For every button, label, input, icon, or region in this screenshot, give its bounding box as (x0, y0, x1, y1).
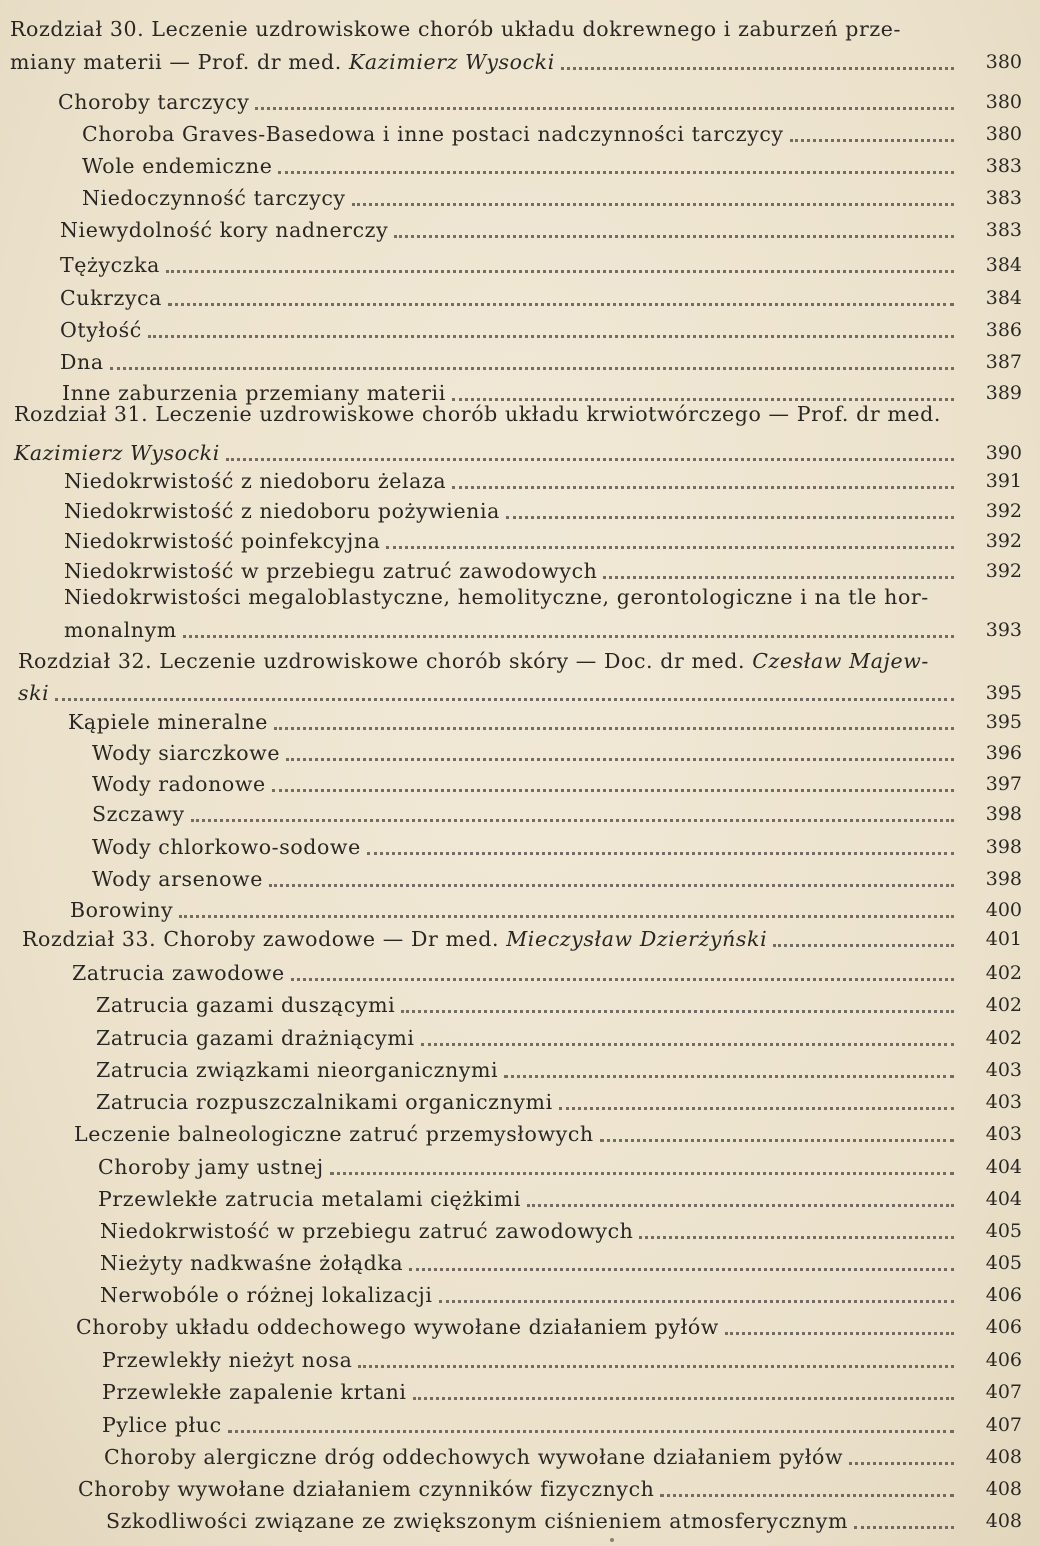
dot-leader (849, 1460, 954, 1465)
toc-entry-text: miany materii — Prof. dr med. (10, 50, 349, 74)
toc-entry (0, 578, 1040, 610)
toc-entry-title (0, 771, 266, 797)
toc-entry-title (0, 89, 249, 115)
toc-entry-title (0, 252, 160, 278)
dot-leader (401, 1008, 954, 1013)
toc-entry-text: Niedokrwistość w przebiegu zatruć zawodowych (64, 559, 598, 583)
page-number: 383 (985, 187, 1022, 209)
page-number: 402 (985, 1027, 1022, 1049)
page-number: 401 (985, 928, 1022, 950)
dot-leader (600, 1137, 954, 1142)
toc-entry-title (0, 185, 346, 211)
toc-entry-text: Kąpiele mineralne (68, 710, 268, 734)
toc-entry (0, 1180, 1040, 1212)
dot-leader (148, 333, 954, 338)
toc-entry (0, 703, 1040, 735)
page-number: 391 (985, 470, 1022, 492)
dot-leader (790, 137, 954, 142)
toc-entry-title (0, 401, 1040, 427)
toc-entry-text: Szkodliwości związane ze zwiększonym ciśnieniem atmosferycznym (106, 1509, 848, 1533)
toc-entry (0, 1148, 1040, 1180)
page-number: 402 (985, 994, 1022, 1016)
toc-entry (0, 10, 1040, 42)
toc-entry-title (0, 49, 555, 75)
page-number: 393 (985, 619, 1022, 641)
toc-entry-text: Szczawy (92, 802, 185, 826)
toc-entry-text: Otyłość (60, 318, 142, 342)
toc-entry-title (0, 153, 272, 179)
page-number: 400 (985, 899, 1022, 921)
toc-entry-title (0, 317, 142, 343)
toc-entry-text: Choroby wywołane działaniem czynników fizycznych (78, 1477, 655, 1501)
toc-entry (0, 147, 1040, 179)
toc-entry-title (0, 648, 1040, 674)
toc-entry-title (0, 1154, 324, 1180)
toc-entry (0, 1083, 1040, 1115)
dot-leader (367, 850, 954, 855)
toc-entry-title (0, 349, 104, 375)
dot-leader (421, 1041, 954, 1046)
toc-entry-text: Choroby układu oddechowego wywołane działaniem pyłów (76, 1315, 719, 1339)
dot-leader (439, 1298, 954, 1303)
dot-leader (191, 817, 954, 822)
page-number: 380 (985, 91, 1022, 113)
toc-entry (0, 522, 1040, 554)
toc-entry (0, 211, 1040, 243)
toc-entry (0, 462, 1040, 494)
page-number: 407 (985, 1414, 1022, 1436)
toc-entry (0, 343, 1040, 375)
page-number: 380 (985, 123, 1022, 145)
toc-entry-text: Niedokrwistość poinfekcyjna (64, 529, 381, 553)
toc-entry (0, 43, 1040, 75)
toc-entry-text: Wole endemiczne (82, 154, 273, 178)
toc-entry (0, 765, 1040, 797)
toc-entry-title (0, 16, 1040, 42)
page-number: 395 (985, 682, 1022, 704)
dot-leader (179, 913, 954, 918)
toc-entry (0, 828, 1040, 860)
paper-speck (610, 1538, 614, 1542)
toc-entry-author: Mieczysław Dzierżyński (506, 927, 768, 951)
page-number: 406 (985, 1316, 1022, 1338)
toc-entry (0, 891, 1040, 923)
dot-leader (409, 1266, 954, 1271)
dot-leader (660, 1492, 954, 1497)
toc-entry (0, 860, 1040, 892)
toc-entry-text: Rozdział 30. Leczenie uzdrowiskowe chorób układu dokrewnego i zaburzeń prze- (10, 17, 902, 41)
toc-entry (0, 83, 1040, 115)
toc-entry-text: Wody arsenowe (92, 867, 263, 891)
toc-entry-title (0, 1314, 719, 1340)
toc-entry (0, 1470, 1040, 1502)
toc-entry-title (0, 584, 1040, 610)
dot-leader (386, 544, 954, 549)
page-number: 398 (985, 836, 1022, 858)
toc-entry-title (0, 1444, 843, 1470)
page-number: 403 (985, 1059, 1022, 1081)
page-number: 402 (985, 962, 1022, 984)
dot-leader (559, 1105, 954, 1110)
dot-leader (561, 65, 954, 70)
dot-leader (55, 696, 954, 701)
toc-entry-text: Dna (60, 350, 104, 374)
dot-leader (228, 1428, 954, 1433)
toc-entry-text: Wody siarczkowe (92, 741, 281, 765)
toc-entry-title (0, 285, 162, 311)
dot-leader (269, 882, 954, 887)
page-number: 406 (985, 1284, 1022, 1306)
toc-entry-title (0, 866, 263, 892)
page-number: 405 (985, 1220, 1022, 1242)
dot-leader (166, 268, 954, 273)
dot-leader (291, 976, 954, 981)
toc-entry-text: Rozdział 33. Choroby zawodowe — Dr med. (22, 927, 507, 951)
toc-entry-title (0, 617, 177, 643)
toc-entry (0, 1051, 1040, 1083)
toc-entry-title (0, 926, 767, 952)
page-number: 404 (985, 1156, 1022, 1178)
page-number: 408 (985, 1446, 1022, 1468)
toc-entry-text: Choroby alergiczne dróg oddechowych wywołane działaniem pyłów (104, 1445, 844, 1469)
toc-entry-text: Niedokrwistość w przebiegu zatruć zawodowych (100, 1219, 634, 1243)
dot-leader (110, 365, 954, 370)
page-number: 404 (985, 1188, 1022, 1210)
toc-entry-text: Zatrucia zawodowe (72, 961, 285, 985)
toc-entry-text: Wody chlorkowo-sodowe (92, 835, 361, 859)
toc-entry (0, 115, 1040, 147)
toc-entry (0, 1019, 1040, 1051)
page-number: 407 (985, 1381, 1022, 1403)
toc-entry (0, 1373, 1040, 1405)
toc-entry-text: Borowiny (70, 898, 174, 922)
toc-entry-title (0, 1412, 222, 1438)
toc-entry-text: Zatrucia rozpuszczalnikami organicznymi (96, 1090, 553, 1114)
toc-entry (0, 986, 1040, 1018)
toc-entry-text: Choroby tarczycy (58, 90, 250, 114)
toc-entry (0, 395, 1040, 427)
page-number: 398 (985, 803, 1022, 825)
dot-leader (413, 1395, 954, 1400)
page-number: 392 (985, 560, 1022, 582)
toc-entry-title (0, 1508, 848, 1534)
page-number: 397 (985, 773, 1022, 795)
page-number: 380 (985, 51, 1022, 73)
toc-entry-title (0, 1476, 654, 1502)
page-number: 408 (985, 1510, 1022, 1532)
page-number: 405 (985, 1252, 1022, 1274)
page-number: 390 (985, 442, 1022, 464)
page-number: 403 (985, 1123, 1022, 1145)
toc-entry-text: Zatrucia gazami drażniącymi (96, 1026, 415, 1050)
toc-entry-title (0, 740, 280, 766)
toc-entry (0, 674, 1040, 706)
toc-entry-title (0, 528, 380, 554)
page-number: 386 (985, 319, 1022, 341)
toc-entry (0, 311, 1040, 343)
toc-entry-text: Przewlekłe zatrucia metalami ciężkimi (98, 1187, 521, 1211)
toc-entry-author: Czesław Majew- (752, 649, 929, 673)
toc-entry-title (0, 1186, 521, 1212)
dot-leader (255, 105, 954, 110)
page-number: 387 (985, 351, 1022, 373)
toc-entry (0, 1341, 1040, 1373)
toc-entry-text: Rozdział 31. Leczenie uzdrowiskowe chorób układu krwiotwórczego — Prof. dr med. (14, 402, 941, 426)
toc-entry-title (0, 1218, 633, 1244)
page-number: 396 (985, 742, 1022, 764)
toc-entry-title (0, 709, 268, 735)
toc-entry-title (0, 1379, 407, 1405)
toc-entry-text: Niewydolność kory nadnerczy (60, 218, 389, 242)
toc-entry-text: Inne zaburzenia przemiany materii (62, 381, 446, 405)
toc-entry-text: Zatrucia gazami duszącymi (96, 993, 396, 1017)
dot-leader (278, 169, 954, 174)
toc-entry (0, 1406, 1040, 1438)
dot-leader (639, 1234, 954, 1239)
toc-entry-text: Nieżyty nadkwaśne żołądka (100, 1251, 404, 1275)
toc-entry-title (0, 960, 285, 986)
page-number: 398 (985, 868, 1022, 890)
toc-entry-text: Nerwobóle o różnej lokalizacji (100, 1283, 433, 1307)
page-number: 392 (985, 530, 1022, 552)
page-number: 384 (985, 287, 1022, 309)
toc-entry (0, 1438, 1040, 1470)
dot-leader (773, 942, 954, 947)
toc-entry (0, 1212, 1040, 1244)
toc-entry (0, 611, 1040, 643)
dot-leader (854, 1524, 954, 1529)
toc-entry-title (0, 217, 388, 243)
dot-leader (330, 1170, 954, 1175)
dot-leader (352, 201, 954, 206)
toc-entry-title (0, 992, 395, 1018)
toc-entry-text: Cukrzyca (60, 286, 162, 310)
page-number: 406 (985, 1349, 1022, 1371)
page-number: 395 (985, 711, 1022, 733)
toc-entry-text: Pylice płuc (102, 1413, 222, 1437)
toc-entry (0, 179, 1040, 211)
toc-entry-text: Choroba Graves-Basedowa i inne postaci nadczynności tarczycy (82, 122, 784, 146)
dot-leader (286, 756, 954, 761)
toc-entry-title (0, 1282, 433, 1308)
toc-entry-title (0, 1250, 403, 1276)
toc-entry-title (0, 1025, 415, 1051)
dot-leader (183, 633, 954, 638)
toc-entry-text: Niedokrwistość z niedoboru pożywienia (64, 499, 500, 523)
page-number: 389 (985, 382, 1022, 404)
dot-leader (358, 1363, 954, 1368)
toc-entry-text: Wody radonowe (92, 772, 266, 796)
dot-leader (452, 484, 954, 489)
toc-entry-text: Choroby jamy ustnej (98, 1155, 324, 1179)
toc-entry (0, 1244, 1040, 1276)
dot-leader (725, 1330, 954, 1335)
dot-leader (274, 725, 954, 730)
toc-entry-text: Zatrucia związkami nieorganicznymi (96, 1058, 499, 1082)
toc-entry-title (0, 1347, 352, 1373)
toc-entry-text: Niedoczynność tarczycy (82, 186, 346, 210)
toc-entry-text: Niedokrwistości megaloblastyczne, hemolityczne, gerontologiczne i na tle hor- (64, 585, 929, 609)
toc-entry-title (0, 1121, 594, 1147)
toc-entry-text: Przewlekłe zapalenie krtani (102, 1380, 407, 1404)
toc-entry (0, 1502, 1040, 1534)
toc-entry-title (0, 801, 185, 827)
toc-entry (0, 1308, 1040, 1340)
toc-entry-title (0, 1057, 498, 1083)
toc-entry-text: monalnym (64, 618, 177, 642)
toc-entry-text: Leczenie balneologiczne zatruć przemysłowych (74, 1122, 594, 1146)
page-number: 383 (985, 155, 1022, 177)
dot-leader (394, 233, 954, 238)
toc-entry (0, 279, 1040, 311)
toc-entry (0, 920, 1040, 952)
toc-entry (0, 795, 1040, 827)
toc-entry-title (0, 834, 361, 860)
dot-leader (504, 1073, 954, 1078)
toc-entry (0, 642, 1040, 674)
toc-entry-title (0, 1089, 553, 1115)
toc-entry-title (0, 121, 784, 147)
toc-entry-author: Kazimierz Wysocki (14, 441, 220, 465)
dot-leader (527, 1202, 954, 1207)
toc-entry-text: Niedokrwistość z niedoboru żelaza (64, 469, 447, 493)
page-number: 408 (985, 1478, 1022, 1500)
toc-entry (0, 954, 1040, 986)
toc-entry (0, 734, 1040, 766)
dot-leader (272, 787, 954, 792)
dot-leader (226, 456, 954, 461)
page-number: 383 (985, 219, 1022, 241)
toc-entry (0, 246, 1040, 278)
toc-entry-title (0, 468, 446, 494)
page-number: 392 (985, 500, 1022, 522)
toc-entry-author: Kazimierz Wysocki (348, 50, 555, 74)
toc-entry (0, 1276, 1040, 1308)
toc-entry-title (0, 498, 500, 524)
toc-entry-author: ski (18, 681, 50, 705)
dot-leader (506, 514, 954, 519)
page-number: 384 (985, 254, 1022, 276)
dot-leader (168, 301, 954, 306)
toc-entry-text: Przewlekły nieżyt nosa (102, 1348, 353, 1372)
toc-entry-text: Tężyczka (60, 253, 160, 277)
toc-entry (0, 492, 1040, 524)
page-number: 403 (985, 1091, 1022, 1113)
toc-entry-text: Rozdział 32. Leczenie uzdrowiskowe chorób skóry — Doc. dr med. (18, 649, 753, 673)
toc-entry (0, 1115, 1040, 1147)
